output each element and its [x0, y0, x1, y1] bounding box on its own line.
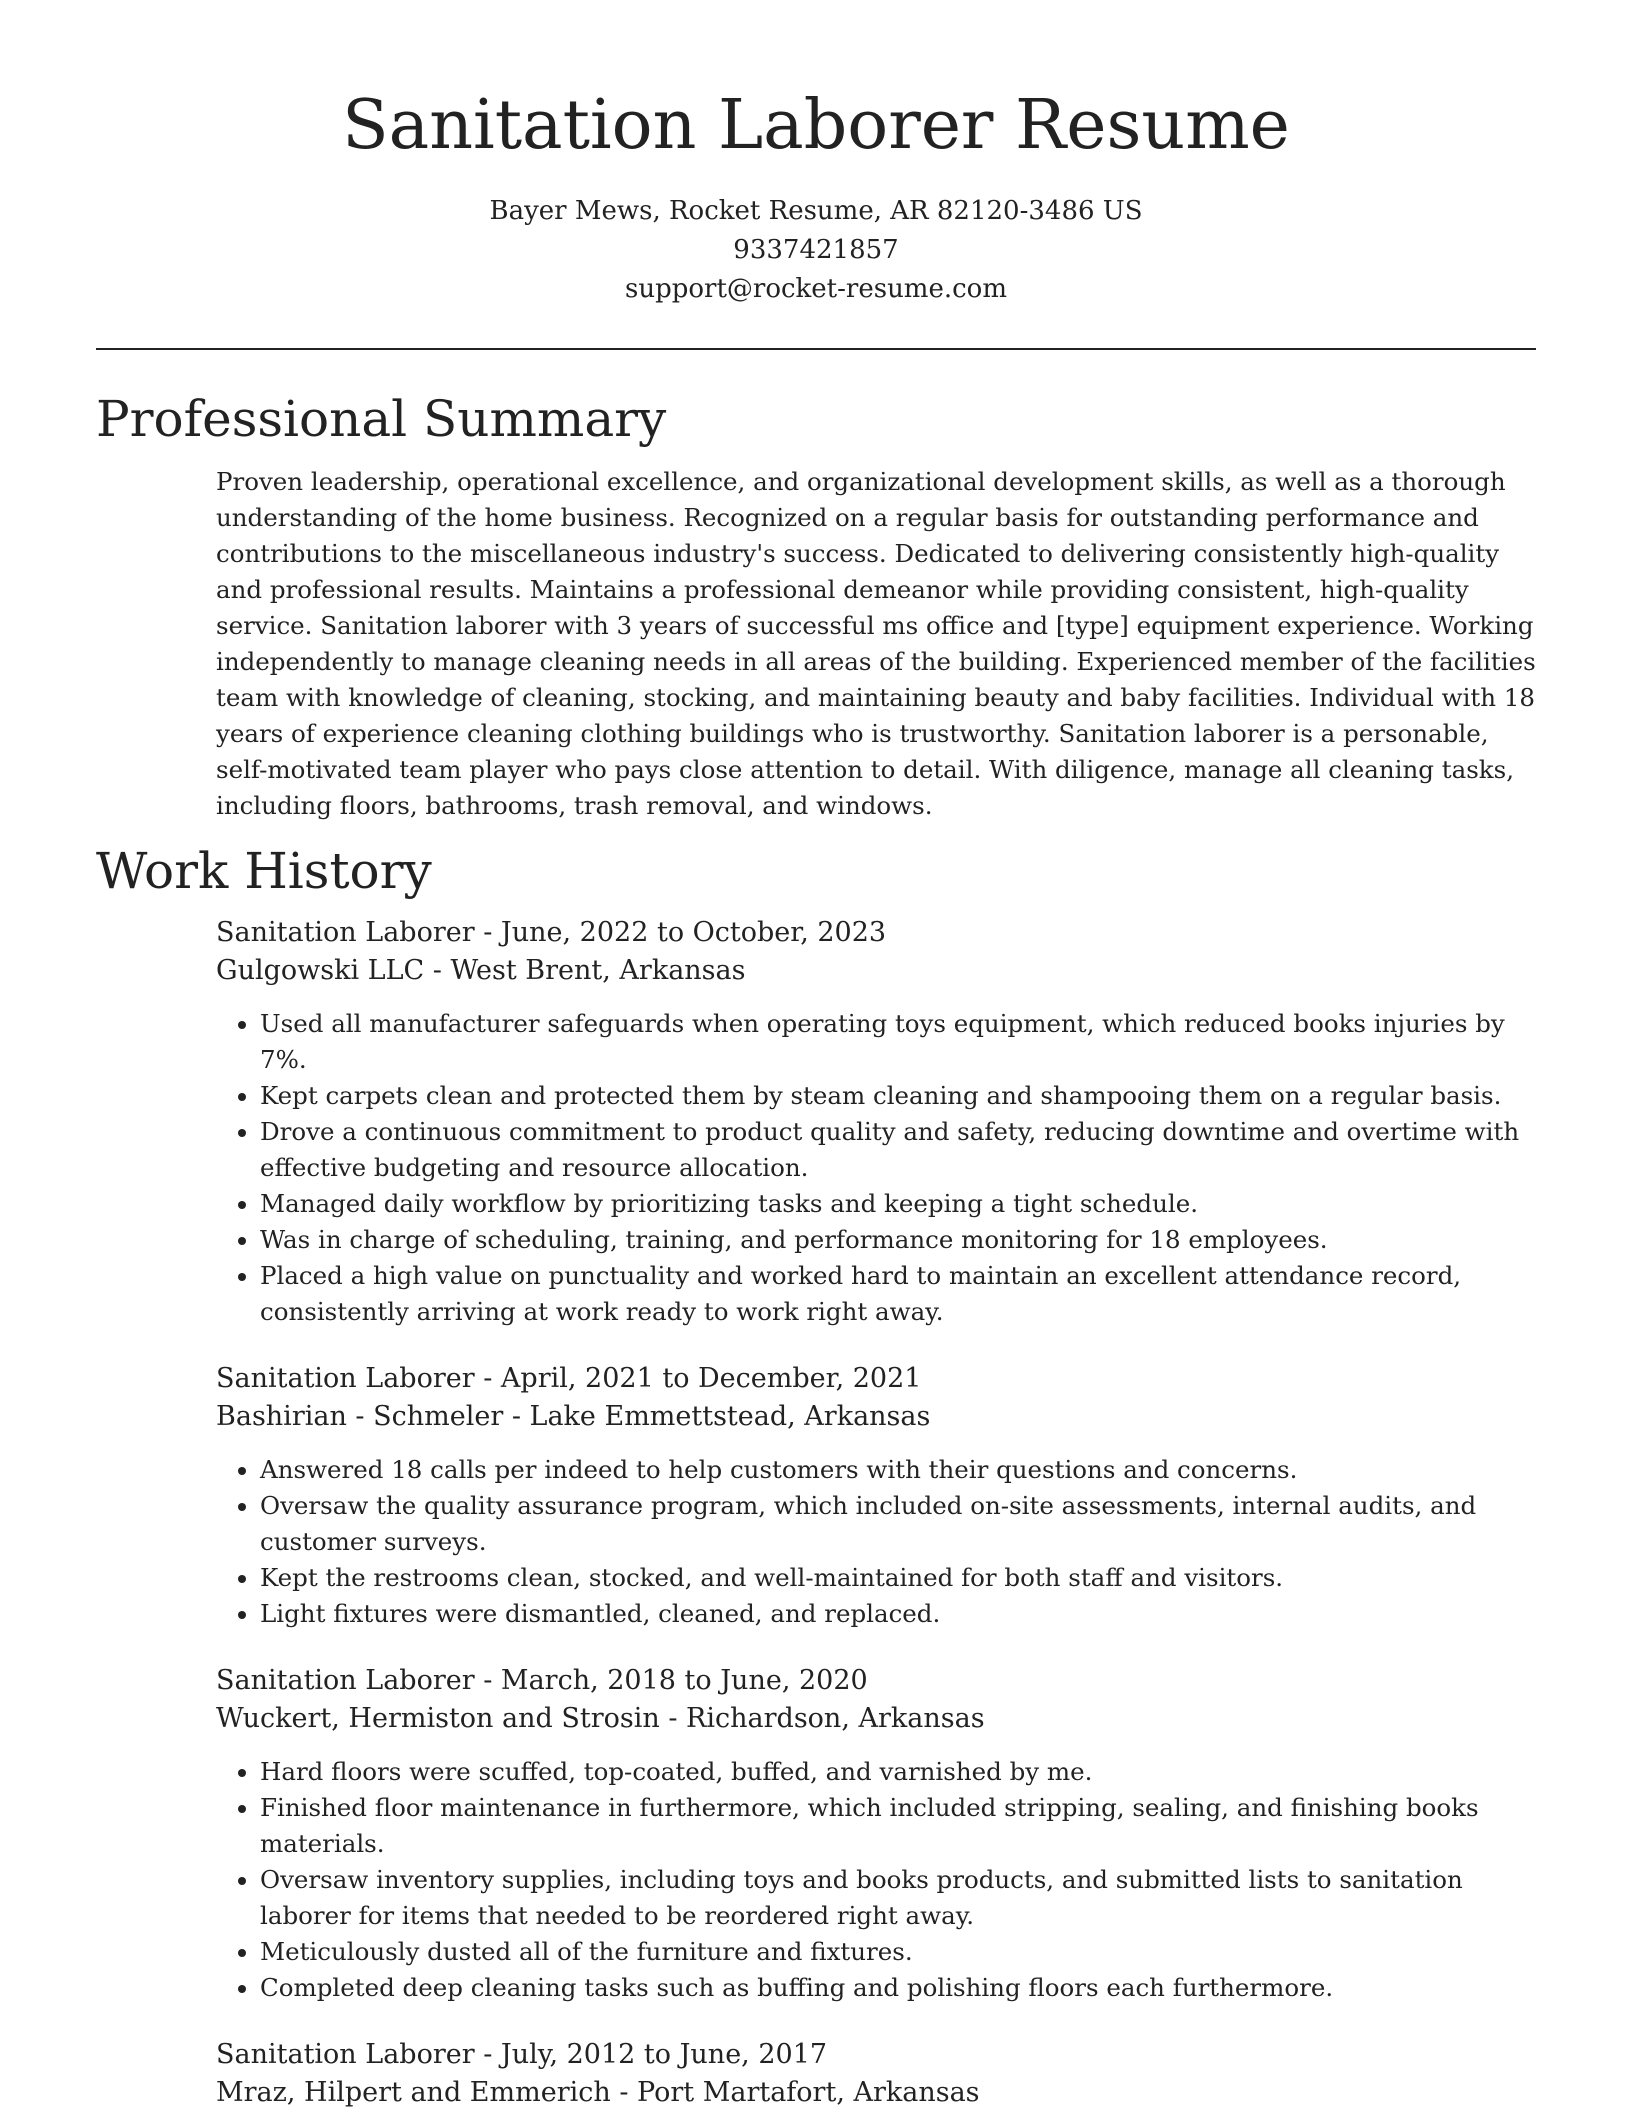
resume-title: Sanitation Laborer Resume: [342, 86, 1290, 165]
job-company: Wuckert, Hermiston and Strosin - Richardson, Arkansas: [216, 1703, 985, 1734]
section-heading-work-history: Work History: [96, 842, 432, 900]
job-bullet: • Placed a high value on punctuality and worked hard to maintain an excellent attendance record, consistently arriving at work ready to work right away.: [260, 1258, 1536, 1330]
job-bullet: • Managed daily workflow by prioritizing tasks and keeping a tight schedule.: [260, 1186, 1536, 1222]
job-bullet: • Meticulously dusted all of the furniture and fixtures.: [260, 1934, 1536, 1970]
header-divider: [96, 348, 1536, 350]
job-bullets: [216, 1452, 1536, 1632]
job-bullet: • Hard floors were scuffed, top-coated, buffed, and varnished by me.: [260, 1754, 1536, 1790]
job-bullet: • Kept the restrooms clean, stocked, and well-maintained for both staff and visitors.: [260, 1560, 1536, 1596]
contact-info: [96, 192, 1536, 309]
job-bullet: • Completed deep cleaning tasks such as buffing and polishing floors each furthermore.: [260, 1970, 1536, 2006]
section-heading-summary: Professional Summary: [96, 390, 667, 448]
job-bullet: • Kept carpets clean and protected them by steam cleaning and shampooing them on a regular basis.: [260, 1078, 1536, 1114]
job-company: Gulgowski LLC - West Brent, Arkansas: [216, 955, 746, 986]
resume-header: [96, 0, 1536, 309]
job-entry: [216, 1360, 1536, 1632]
job-company: Bashirian - Schmeler - Lake Emmettstead, Arkansas: [216, 1401, 931, 1432]
job-title: Sanitation Laborer - July, 2012 to June, 2017: [216, 2039, 828, 2070]
contact-address: Bayer Mews, Rocket Resume, AR 82120-3486 US: [489, 196, 1143, 226]
job-entry: [216, 1662, 1536, 2006]
job-bullet: • Drove a continuous commitment to product quality and safety, reducing downtime and overtime with effective budgeting and resource allocation.: [260, 1114, 1536, 1186]
contact-phone: 9337421857: [733, 235, 899, 265]
job-bullets: [216, 1006, 1536, 1330]
job-company: Mraz, Hilpert and Emmerich - Port Martafort, Arkansas: [216, 2077, 980, 2108]
job-title: Sanitation Laborer - March, 2018 to June, 2020: [216, 1665, 868, 1696]
job-bullet: • Finished floor maintenance in furthermore, which included stripping, sealing, and finishing books materials.: [260, 1790, 1536, 1862]
professional-summary-section: [96, 388, 1536, 824]
summary-paragraph: Proven leadership, operational excellence, and organizational development skills, as well as a thorough understanding of the home business. Recognized on a regular basis for outstanding performance and contributions to the miscellaneous industry's success. Dedicated to delivering consistently high-quality and professional results. Maintains a professional demeanor while providing consistent, high-quality service. Sanitation laborer with 3 years of successful ms office and [type] equipment experience. Working independently to manage cleaning needs in all areas of the building. Experienced member of the facilities team with knowledge of cleaning, stocking, and maintaining beauty and baby facilities. Individual with 18 years of experience cleaning clothing buildings who is trustworthy. Sanitation laborer is a personable, self-motivated team player who pays close attention to detail. With diligence, manage all cleaning tasks, including floors, bathrooms, trash removal, and windows.: [216, 467, 1536, 820]
job-bullet: • Answered 18 calls per indeed to help customers with their questions and concerns.: [260, 1452, 1536, 1488]
job-bullet: • Oversaw the quality assurance program, which included on-site assessments, internal audits, and customer surveys.: [260, 1488, 1536, 1560]
job-bullet: • Was in charge of scheduling, training, and performance monitoring for 18 employees.: [260, 1222, 1536, 1258]
job-bullet: • Light fixtures were dismantled, cleaned, and replaced.: [260, 1596, 1536, 1632]
job-list: [216, 914, 1536, 2112]
job-entry: [216, 914, 1536, 1330]
job-title: Sanitation Laborer - June, 2022 to October, 2023: [216, 917, 887, 948]
work-history-section: [96, 840, 1536, 2112]
job-entry: [216, 2036, 1536, 2112]
job-bullet: • Used all manufacturer safeguards when operating toys equipment, which reduced books injuries by 7%.: [260, 1006, 1536, 1078]
job-title: Sanitation Laborer - April, 2021 to December, 2021: [216, 1363, 922, 1394]
job-bullet: • Oversaw inventory supplies, including toys and books products, and submitted lists to sanitation laborer for items that needed to be reordered right away.: [260, 1862, 1536, 1934]
job-bullets: [216, 1754, 1536, 2006]
contact-email: support@rocket-resume.com: [624, 274, 1007, 304]
